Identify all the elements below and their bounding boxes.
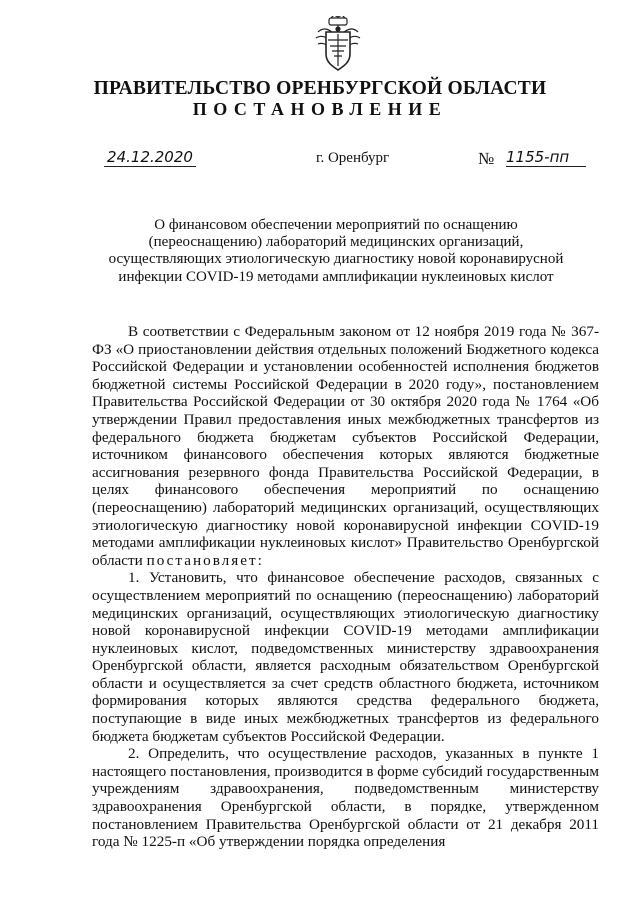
decree-number: 1155-пп bbox=[506, 148, 586, 167]
decree-meta-row bbox=[0, 148, 640, 172]
preamble-paragraph bbox=[92, 323, 599, 569]
item-1-paragraph: 1. Установить, что финансовое обеспечение расходов, связанных с осуществлением мероприятий по оснащению (переоснащению) лабораторий медицинских организаций, осуществляющих этиологическую диагностику новой коронавирусной инфекции COVID-19 методами амплификации нуклеиновых кислот, подведомственных министерству здравоохранения Оренбургской области, является расходным обязательством Оренбургской области и осуществляется за счет средств областного бюджета, источником формирования которых являются средства федерального бюджета, поступающие в виде иных межбюджетных трансфертов из федерального бюджета бюджетам субъектов Российской Федерации. bbox=[92, 569, 599, 745]
decree-city: г. Оренбург bbox=[316, 150, 390, 166]
item-2-paragraph: 2. Определить, что осуществление расходов, указанных в пункте 1 настоящего постановления, производится в форме субсидий государственным учреждениям здравоохранения, подведомственным министерству здравоохранения Оренбургской области, в порядке, утвержденном постановлением Правительства Оренбургской области от 21 декабря 2011 года № 1225-п «Об утверждении порядка определения bbox=[92, 745, 599, 851]
coat-of-arms-icon bbox=[314, 16, 362, 74]
government-title: ПРАВИТЕЛЬСТВО ОРЕНБУРГСКОЙ ОБЛАСТИ bbox=[93, 78, 547, 99]
decree-body bbox=[92, 323, 599, 851]
decree-date: 24.12.2020 bbox=[104, 148, 196, 167]
decree-subject: О финансовом обеспечении мероприятий по оснащению (переоснащению) лабораторий медицинских организаций, осуществляющих этиологическую диагностику новой коронавирусной инфекции COVID-19 методами амплификации нуклеиновых кислот bbox=[108, 217, 564, 285]
resolves-word: постановляет: bbox=[146, 551, 264, 569]
document-type-title: ПОСТАНОВЛЕНИЕ bbox=[192, 99, 448, 119]
decree-number-field bbox=[478, 148, 592, 168]
number-sign: № bbox=[478, 149, 495, 168]
preamble-text: В соответствии с Федеральным законом от 12 ноября 2019 года № 367-ФЗ «О приостановлении действия отдельных положений Бюджетного кодекса Российской Федерации и установлении особенностей исполнения бюджетов бюджетной системы Российской Федерации в 2020 году», постановлением Правительства Российской Федерации от 30 октября 2020 года № 1764 «Об утверждении Правил предоставления иных межбюджетных трансфертов из федерального бюджета бюджетам субъектов Российской Федерации, источником финансового обеспечения которых являются бюджетные ассигнования резервного фонда Правительства Российской Федерации, в целях финансового обеспечения мероприятий по оснащению (переоснащению) лабораторий медицинских организаций, осуществляющих этиологическую диагностику новой коронавирусной инфекции COVID-19 методами амплификации нуклеиновых кислот» Правительство Оренбургской области bbox=[92, 323, 599, 569]
